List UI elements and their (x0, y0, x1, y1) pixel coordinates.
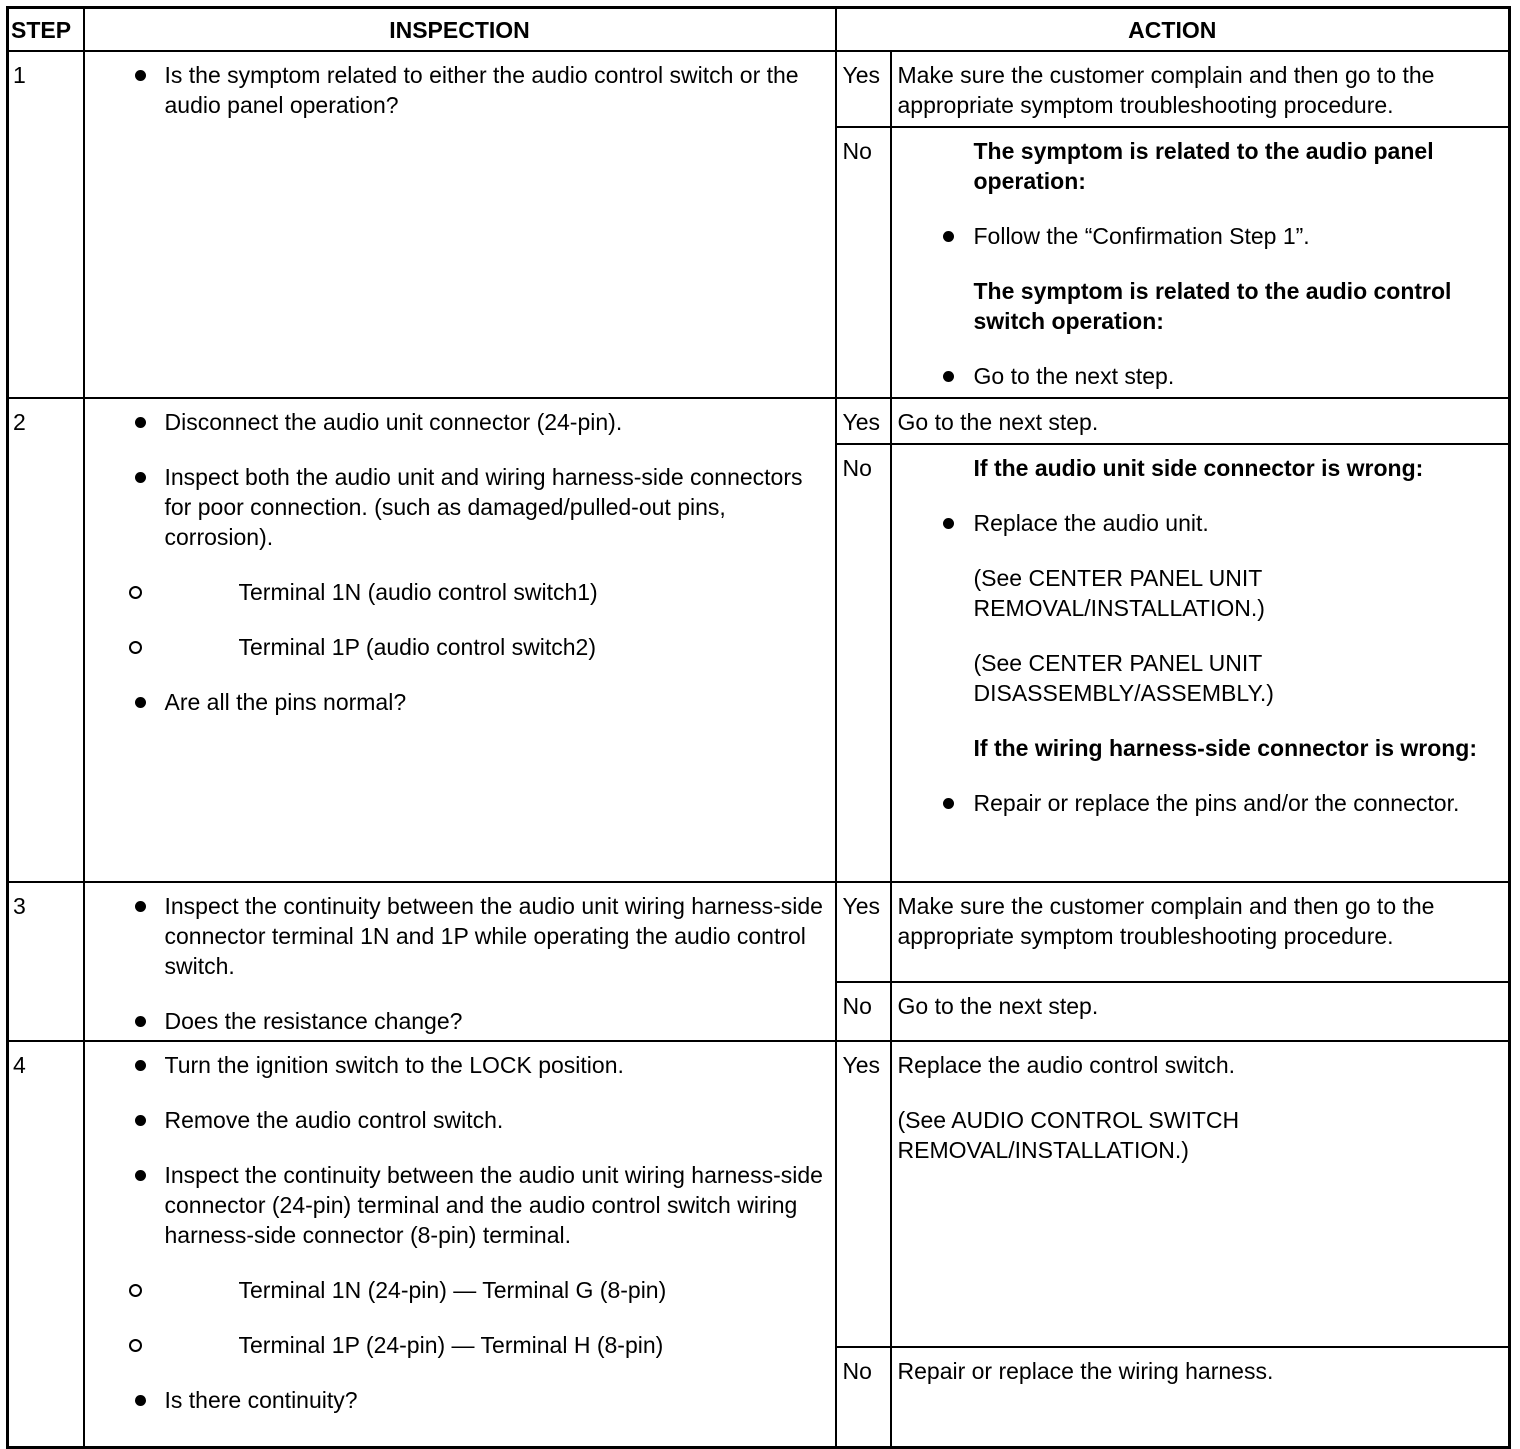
terminal-item: Terminal 1P (audio control switch2) (85, 632, 835, 662)
step-1-yes-row (8, 51, 1510, 127)
inspection-text: Inspect both the audio unit and wiring harness-side connectors for poor connection. (such as damaged/pulled-out pins, corrosion). (164, 464, 803, 550)
reference-text: (See AUDIO CONTROL SWITCH REMOVAL/INSTALLATION.) (897, 1107, 1240, 1163)
inspection-item: Inspect the continuity between the audio unit wiring harness-side connector terminal 1N and 1P while operating the audio control switch. (85, 891, 835, 981)
step-4-yes-row (8, 1041, 1510, 1347)
header-row (8, 8, 1510, 52)
step-number: 3 (8, 882, 84, 1041)
yes-action: Make sure the customer complain and then go to the appropriate symptom troubleshooting procedure. (891, 882, 1510, 982)
yes-label: Yes (836, 398, 891, 444)
yes-action: Go to the next step. (891, 398, 1510, 444)
condition-heading: If the audio unit side connector is wrong: (973, 455, 1424, 481)
yes-label: Yes (836, 882, 891, 982)
condition-heading: The symptom is related to the audio control switch operation: (973, 278, 1452, 334)
no-action (891, 127, 1510, 398)
action-item: Follow the “Confirmation Step 1”. (898, 221, 1503, 251)
inspection-item (85, 462, 835, 552)
troubleshooting-table (6, 6, 1511, 1449)
no-label: No (836, 444, 891, 882)
inspection-item: Disconnect the audio unit connector (24-pin). (85, 407, 835, 437)
inspection-item: Are all the pins normal? (85, 687, 835, 717)
inspection-item: Turn the ignition switch to the LOCK position. (85, 1050, 835, 1080)
yes-action: Make sure the customer complain and then go to the appropriate symptom troubleshooting procedure. (891, 51, 1510, 127)
action-item: Repair or replace the pins and/or the connector. (898, 788, 1503, 818)
action-item: Go to the next step. (898, 361, 1503, 391)
action-item: Replace the audio unit. (898, 508, 1503, 538)
reference-text: (See CENTER PANEL UNIT DISASSEMBLY/ASSEMBLY.) (973, 650, 1274, 706)
inspection-item: Is the symptom related to either the audio control switch or the audio panel operation? (85, 60, 835, 120)
terminal-item: Terminal 1N (audio control switch1) (85, 577, 835, 607)
step-2-inspection (84, 398, 836, 882)
step-3-yes-row (8, 882, 1510, 982)
condition-heading: If the wiring harness-side connector is wrong: (973, 735, 1478, 761)
step-header: STEP (8, 8, 84, 52)
condition-heading: The symptom is related to the audio panel operation: (973, 138, 1434, 194)
no-action: Go to the next step. (891, 982, 1510, 1041)
yes-action (891, 1041, 1510, 1347)
step-number: 1 (8, 51, 84, 398)
no-label: No (836, 127, 891, 398)
yes-label: Yes (836, 1041, 891, 1347)
no-action: Repair or replace the wiring harness. (891, 1347, 1510, 1447)
inspection-item: Inspect the continuity between the audio unit wiring harness-side connector (24-pin) terminal and the audio control switch wiring harness-side connector (8-pin) terminal. (85, 1160, 835, 1250)
step-3-inspection (84, 882, 836, 1041)
step-2-yes-row (8, 398, 1510, 444)
inspection-item: Is there continuity? (85, 1385, 835, 1415)
no-label: No (836, 1347, 891, 1447)
inspection-item: Does the resistance change? (85, 1006, 835, 1036)
terminal-item: Terminal 1N (24-pin) — Terminal G (8-pin) (85, 1275, 835, 1305)
terminal-item: Terminal 1P (24-pin) — Terminal H (8-pin) (85, 1330, 835, 1360)
yes-label: Yes (836, 51, 891, 127)
step-1-inspection (84, 51, 836, 398)
step-number: 2 (8, 398, 84, 882)
no-label: No (836, 982, 891, 1041)
reference-text: (See CENTER PANEL UNIT REMOVAL/INSTALLATION.) (973, 565, 1265, 621)
no-action (891, 444, 1510, 882)
inspection-header: INSPECTION (84, 8, 836, 52)
inspection-item: Remove the audio control switch. (85, 1105, 835, 1135)
step-number: 4 (8, 1041, 84, 1447)
step-4-inspection (84, 1041, 836, 1447)
action-text: Replace the audio control switch. (897, 1052, 1236, 1078)
action-header: ACTION (836, 8, 1510, 52)
